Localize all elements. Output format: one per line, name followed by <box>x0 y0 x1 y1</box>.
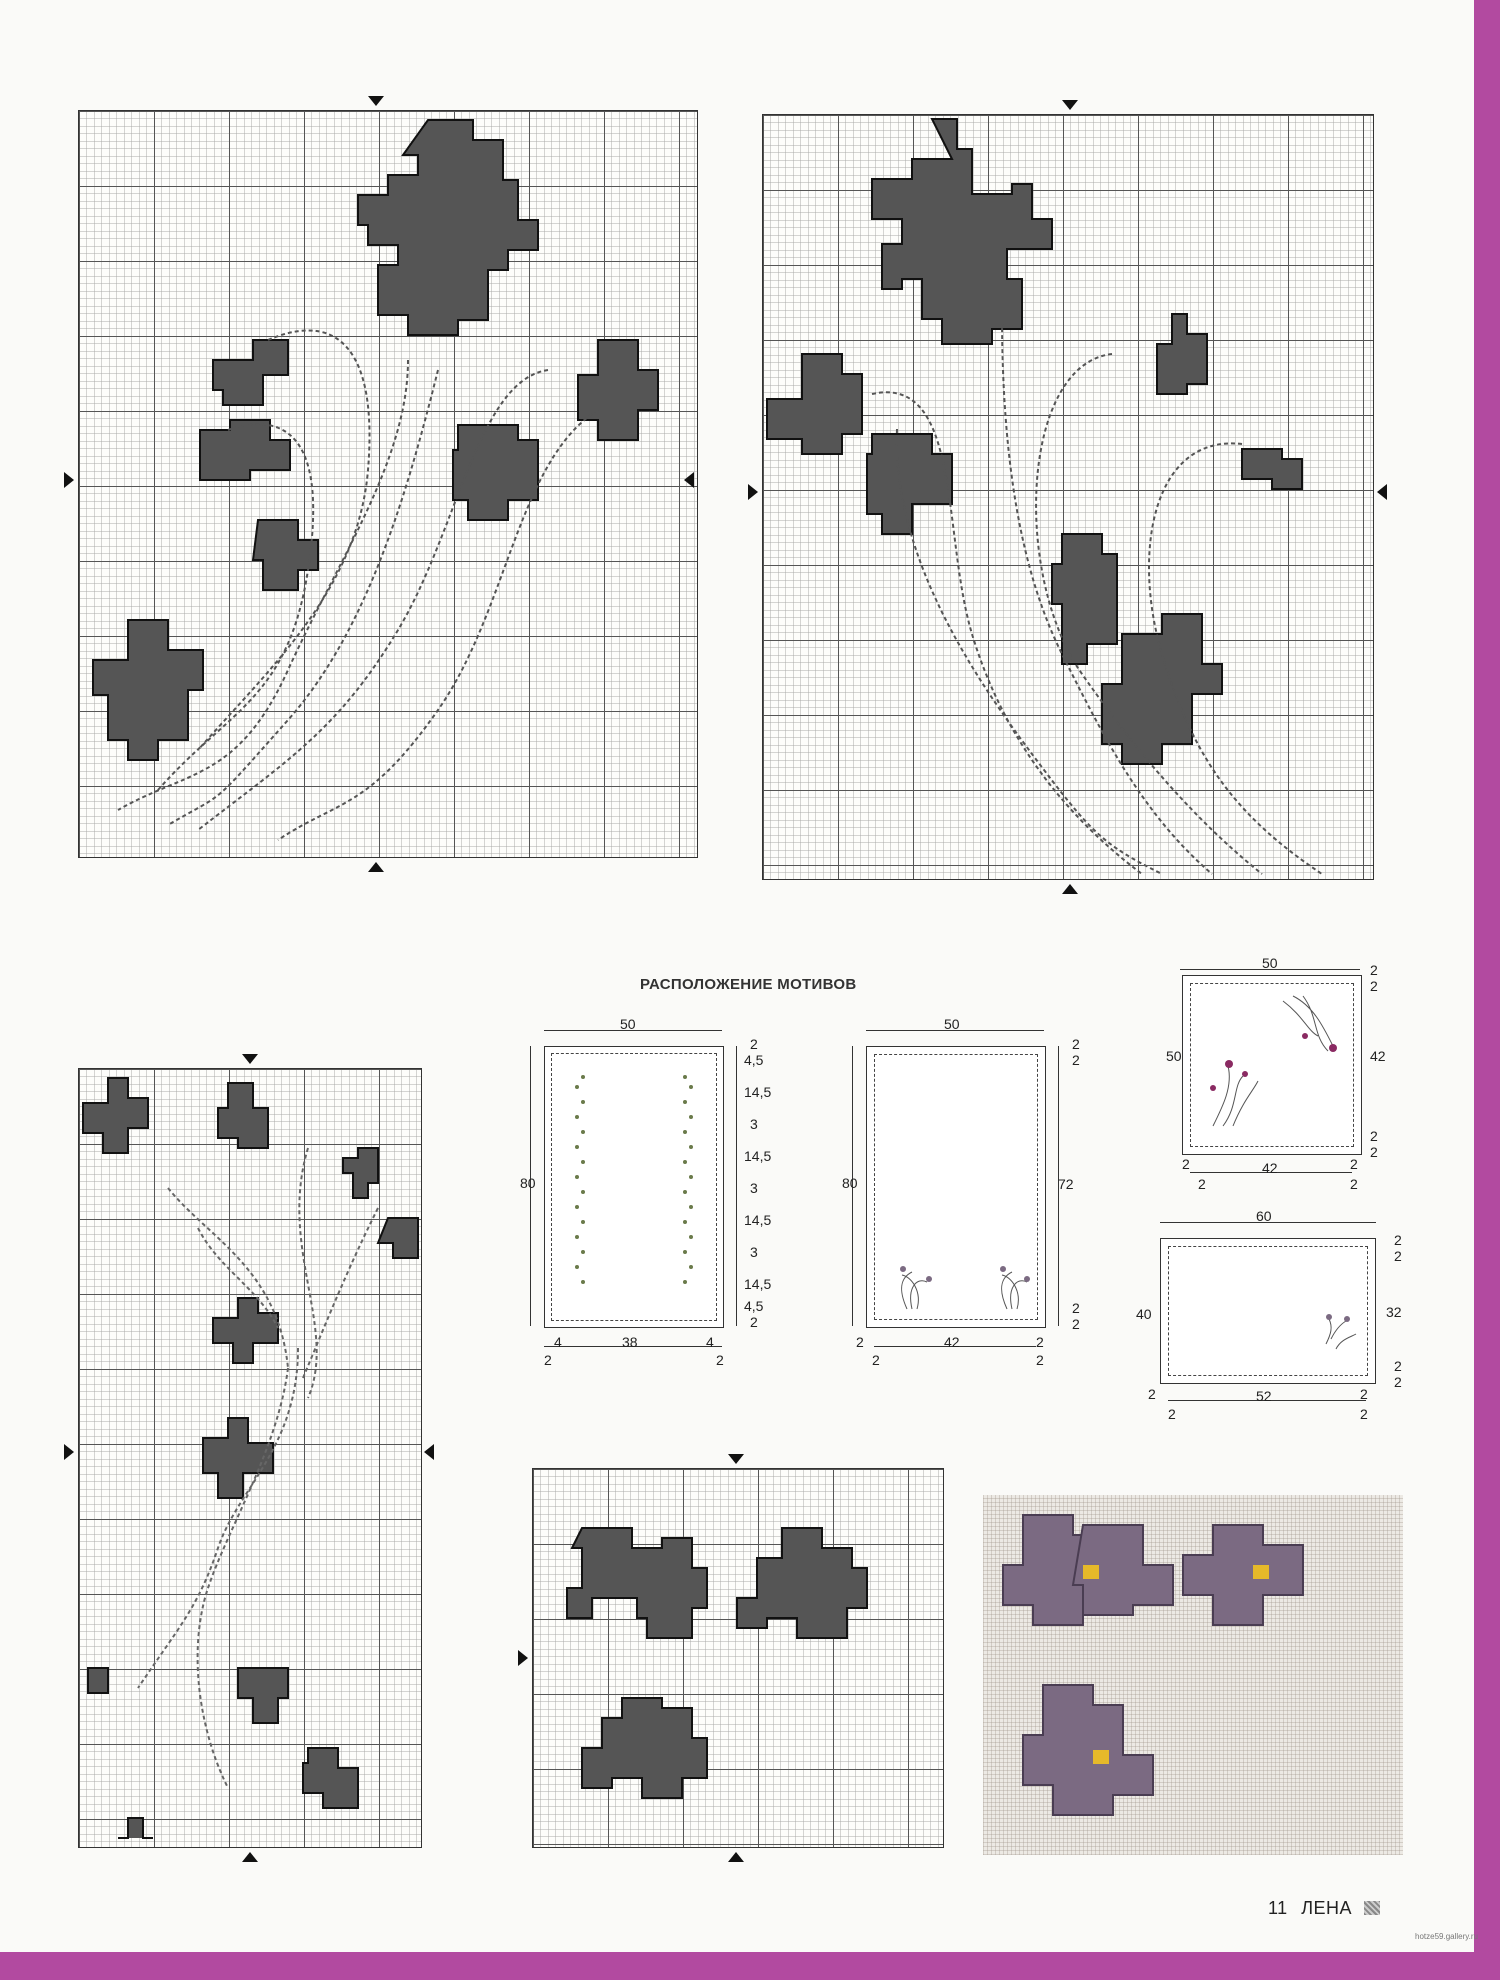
diagram-1-bottom-left: 4 <box>554 1334 562 1350</box>
embroidery-photo <box>983 1495 1403 1855</box>
layout-title: РАСПОЛОЖЕНИЕ МОТИВОВ <box>640 976 857 993</box>
center-marker-right <box>424 1444 434 1460</box>
chart-bottom-center-motif <box>532 1468 944 1848</box>
diagram-2-inner-height: 72 <box>1058 1176 1074 1192</box>
diagram-1-right-dim: 14,5 <box>744 1212 772 1228</box>
diagram-3-dim: 2 <box>1370 1144 1378 1160</box>
diagram-1-corner-right: 2 <box>716 1352 724 1368</box>
diagram-1-right-dim: 2 <box>750 1036 758 1052</box>
diagram-2-motifs <box>867 1047 1045 1327</box>
chart-top-right-motif <box>762 114 1374 880</box>
diagram-4-corner: 2 <box>1148 1386 1156 1402</box>
footer-square-icon <box>1364 1901 1380 1915</box>
center-marker-bottom <box>1062 884 1078 894</box>
diagram-2-inner-width: 42 <box>944 1334 960 1350</box>
diagram-1-right-dim: 14,5 <box>744 1276 772 1292</box>
diagram-3-corner: 2 <box>1350 1156 1358 1172</box>
chart-top-left-motif <box>78 110 698 858</box>
diagram-4-width: 60 <box>1256 1208 1272 1224</box>
chart-bottom-left-motif <box>78 1068 422 1848</box>
diagram-2-dim: 2 <box>1072 1300 1080 1316</box>
center-marker-bottom <box>368 862 384 872</box>
diagram-4-corner: 2 <box>1360 1386 1368 1402</box>
diagram-3-motifs <box>1183 976 1361 1154</box>
violet-flowers-image <box>983 1495 1403 1855</box>
diagram-1-right-dim: 14,5 <box>744 1148 772 1164</box>
diagram-1-right-dim: 4,5 <box>744 1052 764 1068</box>
diagram-1-height: 80 <box>520 1175 536 1191</box>
diagram-3-inner-height: 42 <box>1370 1048 1386 1064</box>
diagram-4-dim: 2 <box>1394 1358 1402 1374</box>
diagram-4-corner: 2 <box>1168 1406 1176 1422</box>
diagram-3-dim: 2 <box>1370 1128 1378 1144</box>
diagram-4-dim: 2 <box>1394 1248 1402 1264</box>
diagram-4-inner-height: 32 <box>1386 1304 1402 1320</box>
center-marker-right <box>684 472 694 488</box>
diagram-1-right-dim: 14,5 <box>744 1084 772 1100</box>
diagram-4-inner-width: 52 <box>1256 1388 1272 1404</box>
diagram-2-dim: 2 <box>1072 1036 1080 1052</box>
diagram-1-bottom-mid: 38 <box>622 1334 638 1350</box>
diagram-4-motifs <box>1161 1239 1375 1383</box>
diagram-1-right-dim: 4,5 <box>744 1298 764 1314</box>
chart-bottom-center <box>532 1468 944 1848</box>
page-number: 11 <box>1268 1898 1288 1918</box>
diagram-2-corner: 2 <box>1036 1352 1044 1368</box>
center-marker-left <box>518 1650 528 1666</box>
center-marker-right <box>1377 484 1387 500</box>
center-marker-left <box>748 484 758 500</box>
center-marker-top <box>728 1454 744 1464</box>
center-marker-top <box>368 96 384 106</box>
diagram-1-right-dim: 3 <box>750 1116 758 1132</box>
diagram-4-dim: 2 <box>1394 1374 1402 1390</box>
magazine-border-bottom <box>0 1952 1500 1980</box>
diagram-1-right-dim: 3 <box>750 1180 758 1196</box>
diagram-2-width: 50 <box>944 1016 960 1032</box>
center-marker-top <box>1062 100 1078 110</box>
center-marker-left <box>64 472 74 488</box>
center-marker-bottom <box>728 1852 744 1862</box>
magazine-border-right <box>1474 0 1500 1980</box>
diagram-1-right-dim: 2 <box>750 1314 758 1330</box>
diagram-1-width: 50 <box>620 1016 636 1032</box>
diagram-1-right-dim: 3 <box>750 1244 758 1260</box>
diagram-4-height: 40 <box>1136 1306 1152 1322</box>
center-marker-bottom <box>242 1852 258 1862</box>
diagram-1-motifs <box>545 1047 723 1327</box>
diagram-2-corner: 2 <box>872 1352 880 1368</box>
diagram-3-inner-width: 42 <box>1262 1160 1278 1176</box>
diagram-2-height: 80 <box>842 1175 858 1191</box>
diagram-4-corner: 2 <box>1360 1406 1368 1422</box>
diagram-2-corner: 2 <box>856 1334 864 1350</box>
diagram-4-dim: 2 <box>1394 1232 1402 1248</box>
chart-top-right <box>762 114 1374 880</box>
chart-top-left <box>78 110 698 858</box>
diagram-3-dim: 2 <box>1370 962 1378 978</box>
diagram-1-corner-left: 2 <box>544 1352 552 1368</box>
watermark: hotze59.gallery.ru <box>1415 1932 1478 1941</box>
diagram-3-width: 50 <box>1262 955 1278 971</box>
diagram-2-dim: 2 <box>1072 1052 1080 1068</box>
page-footer <box>1268 1898 1380 1919</box>
diagram-3-corner: 2 <box>1198 1176 1206 1192</box>
center-marker-top <box>242 1054 258 1064</box>
magazine-name: ЛЕНА <box>1301 1898 1353 1918</box>
chart-bottom-left <box>78 1068 422 1848</box>
center-marker-left <box>64 1444 74 1460</box>
diagram-3-dim: 2 <box>1370 978 1378 994</box>
diagram-3-height: 50 <box>1166 1048 1182 1064</box>
diagram-2-dim: 2 <box>1072 1316 1080 1332</box>
diagram-2-corner: 2 <box>1036 1334 1044 1350</box>
diagram-1-bottom-right: 4 <box>706 1334 714 1350</box>
diagram-3-corner: 2 <box>1350 1176 1358 1192</box>
diagram-3-corner: 2 <box>1182 1156 1190 1172</box>
